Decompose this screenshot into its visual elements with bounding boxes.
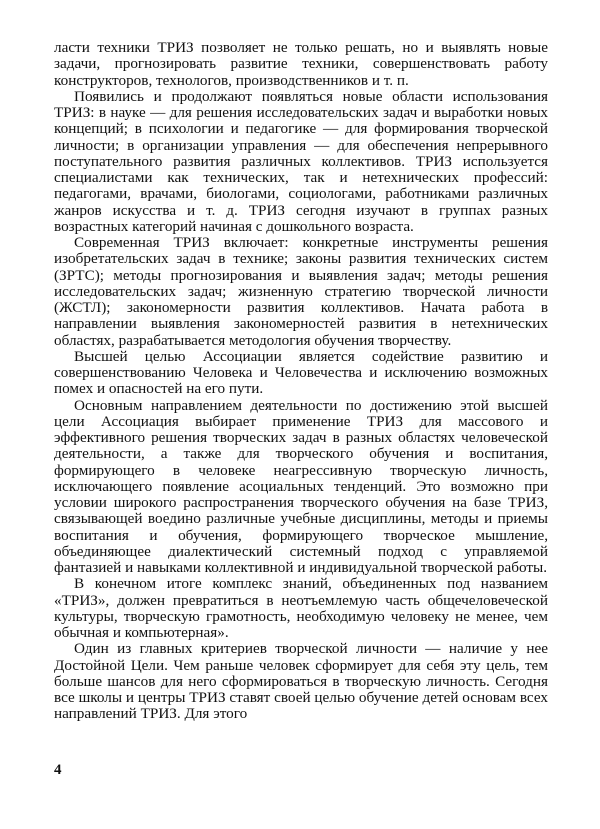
paragraph-5: Основным направлением деятельности по достижению этой высшей цели Ассоциация выбирает применение ТРИЗ для массового и эффективного решения творческих задач в разных областях человеческой деятельности, а также для творческого обучения и воспитания, формирующего в человеке неагрессивную творческую личность, исключающего появление асоциальных тенденций. Это возможно при условии широкого распространения творческого обучения на базе ТРИЗ, связывающей воедино различные учебные дисциплины, методы и приемы воспитания и обучения, формирующего творческое мышление, объединяющее диалектический системный подход с управляемой фантазией и навыками коллективной и индивидуальной творческой работы. [54,396,548,576]
paragraph-2: Появились и продолжают появляться новые области использования ТРИЗ: в науке — для решения исследовательских задач и выработки новых концепций; в психологии и педагогике — для формирования творческой личности; в организации управления — для обеспечения непрерывного поступательного развития различных коллективов. ТРИЗ используется специалистами как технических, так и нетехнических профессий: педагогами, врачами, биологами, социологами, работниками различных жанров искусства и т. д. ТРИЗ сегодня изучают в группах разных возрастных категорий начиная с дошкольного возраста. [54,87,548,235]
paragraph-6: В конечном итоге комплекс знаний, объединенных под названием «ТРИЗ», должен превратиться в неотъемлемую часть общечеловеческой культуры, творческую грамотность, необходимую человеку не менее, чем обычная и компьютерная». [54,575,548,641]
paragraph-1: ласти техники ТРИЗ позволяет не только решать, но и выявлять новые задачи, прогнозировать развитие техники, совершенствовать работу конструкторов, технологов, производственников и т. п. [54,40,548,89]
paragraph-4: Высшей целью Ассоциации является содействие развитию и совершенствованию Человека и Человечества и исключению возможных помех и опасностей на его пути. [54,347,548,398]
page-body [54,40,548,800]
page-number: 4 [54,762,62,778]
paragraph-7: Один из главных критериев творческой личности — наличие у нее Достойной Цели. Чем раньше человек сформирует для себя эту цель, тем больше шансов для него сформироваться в творческую личность. Сегодня все школы и центры ТРИЗ ставят своей целью обучение детей основам всех направлений ТРИЗ. Для этого [54,640,548,723]
paragraph-3: Современная ТРИЗ включает: конкретные инструменты решения изобретательских задач в технике; законы развития технических систем (ЗРТС); методы прогнозирования и выявления задач; методы решения исследовательских задач; жизненную стратегию творческой личности (ЖСТЛ); закономерности развития коллективов. Начата работа в направлении выявления закономерностей развития в нетехнических областях, разрабатывается методология обучения творчеству. [54,234,548,349]
